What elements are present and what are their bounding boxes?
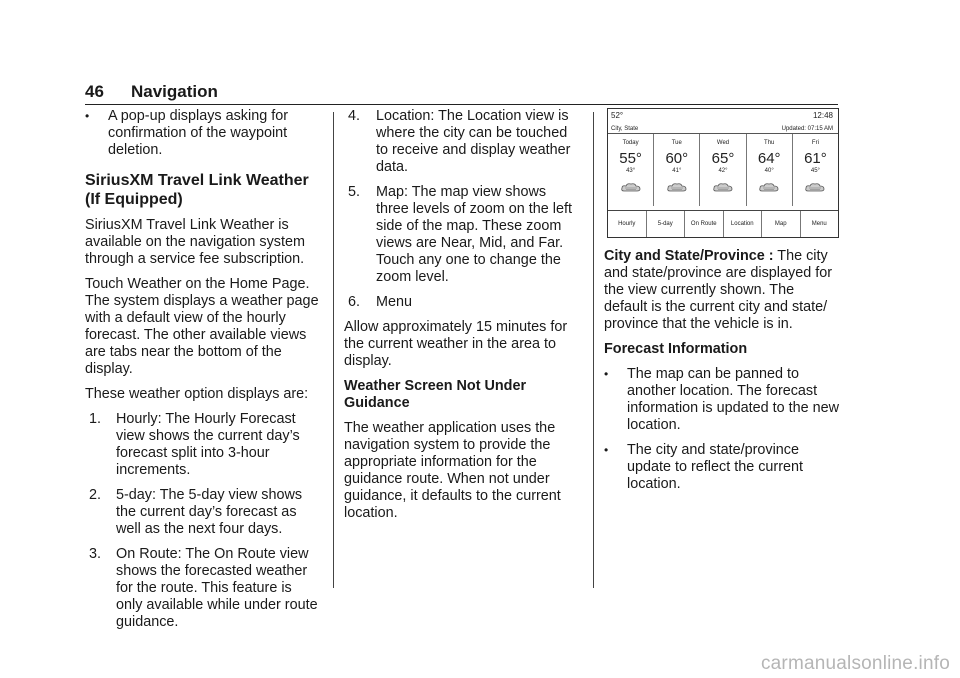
day-name: Tue [671,140,682,146]
weather-screen-figure [607,108,839,238]
paragraph: Allow approximately 15 minutes for the current weather in the area to display. [344,319,568,369]
forecast-day [654,134,700,206]
page-number: 46 [85,82,104,101]
column-2 [344,108,580,530]
forecast-days [608,134,838,206]
paragraph: The weather application uses the navigation system to provide the appropriate information for the guidance route. When not under guidance, it defaults to the current location. [344,420,561,521]
paragraph: Touch Weather on the Home Page. The system displays a weather page with a default view of the hourly forecast. The other available views are tabs near the bottom of the display. [85,276,319,377]
forecast-day [700,134,746,206]
current-temp: 52° [611,111,624,120]
cloud-icon [667,182,687,192]
high-temp: 61° [804,150,827,167]
subsection-heading: Forecast Information [604,341,748,357]
item-text: Location: The Location view is where the city can be touched to receive and display weather data. [376,108,571,175]
item-number: 5. [348,184,361,200]
high-temp: 64° [757,150,781,167]
page-title: Navigation [131,82,218,101]
watermark: carmanualsonline.info [760,653,950,674]
section-heading: SiriusXM Travel Link Weather (If Equipped) [85,172,309,208]
forecast-day [747,134,793,206]
cloud-icon [621,182,641,192]
high-temp: 65° [711,150,735,167]
bullet-item: • A pop-up displays asking for confirmation of the waypoint deletion. [85,108,321,159]
tab-5-day[interactable]: 5-day [647,211,686,237]
numbered-item [344,294,580,311]
item-text: 5-day: The 5-day view shows the current day’s forecast as well as the next four days. [116,487,303,537]
high-temp: 60° [665,150,689,167]
item-number: 4. [348,108,361,124]
cloud-icon [713,182,733,192]
bullet-item: • The map can be panned to another location. The forecast information is updated to the new location. [604,366,840,434]
cloud-icon [759,182,779,192]
tab-on-route[interactable]: On Route [685,211,724,237]
bullet-item: • The city and state/province update to reflect the current location. [604,442,840,493]
low-temp: 40° [764,168,774,174]
paragraph: These weather option displays are: [85,386,309,402]
high-temp: 55° [619,150,642,167]
forecast-day [608,134,654,206]
item-number: 3. [89,546,102,562]
cloud-icon [805,182,825,192]
subsection-heading: Weather Screen Not Under Guidance [344,378,527,411]
day-name: Wed [716,140,730,146]
item-number: 1. [89,411,102,427]
low-temp: 45° [810,168,820,174]
forecast-day [793,134,838,206]
item-number: 6. [348,294,361,310]
tab-location[interactable]: Location [724,211,763,237]
day-name: Fri [811,140,819,146]
numbered-item [344,108,580,176]
view-tabs [608,210,838,237]
city-label: City, State [611,126,639,132]
page-header [85,82,838,105]
day-name: Thu [764,140,775,146]
numbered-item [85,546,321,631]
paragraph [604,248,840,333]
item-text: On Route: The On Route view shows the forecasted weather for the route. This feature is only available while under route guidance. [116,546,318,630]
column-1 [85,108,321,639]
updated-label: Updated: 07:15 AM [781,126,833,132]
tab-menu[interactable]: Menu [811,221,827,227]
paragraph: SiriusXM Travel Link Weather is available on the navigation system through a service fee subscription. [85,217,305,267]
day-name: Today [622,140,639,146]
item-number: 2. [89,487,102,503]
low-temp: 43° [626,168,636,174]
low-temp: 42° [718,168,728,174]
low-temp: 41° [672,168,682,174]
numbered-item [85,411,321,479]
clock: 12:48 [812,111,833,120]
column-divider-1 [333,112,334,588]
tab-hourly[interactable]: Hourly [608,211,647,237]
numbered-item [344,184,580,286]
numbered-item [85,487,321,538]
term-text: The city and state/province are displayed for the view currently shown. The default is the current city and state/ province that the vehicle is in. [604,248,832,332]
item-text: Hourly: The Hourly Forecast view shows the current day’s forecast split into 3-hour increments. [116,411,300,478]
item-text: Menu [376,294,412,310]
item-text: Map: The map view shows three levels of zoom on the left side of the map. These zoom views are Near, Mid, and Far. Touch any one to change the zoom level. [376,184,572,285]
column-3 [604,108,840,501]
term-label: City and State/Province : [604,248,774,264]
column-divider-2 [593,112,594,588]
tab-map[interactable]: Map [762,211,801,237]
